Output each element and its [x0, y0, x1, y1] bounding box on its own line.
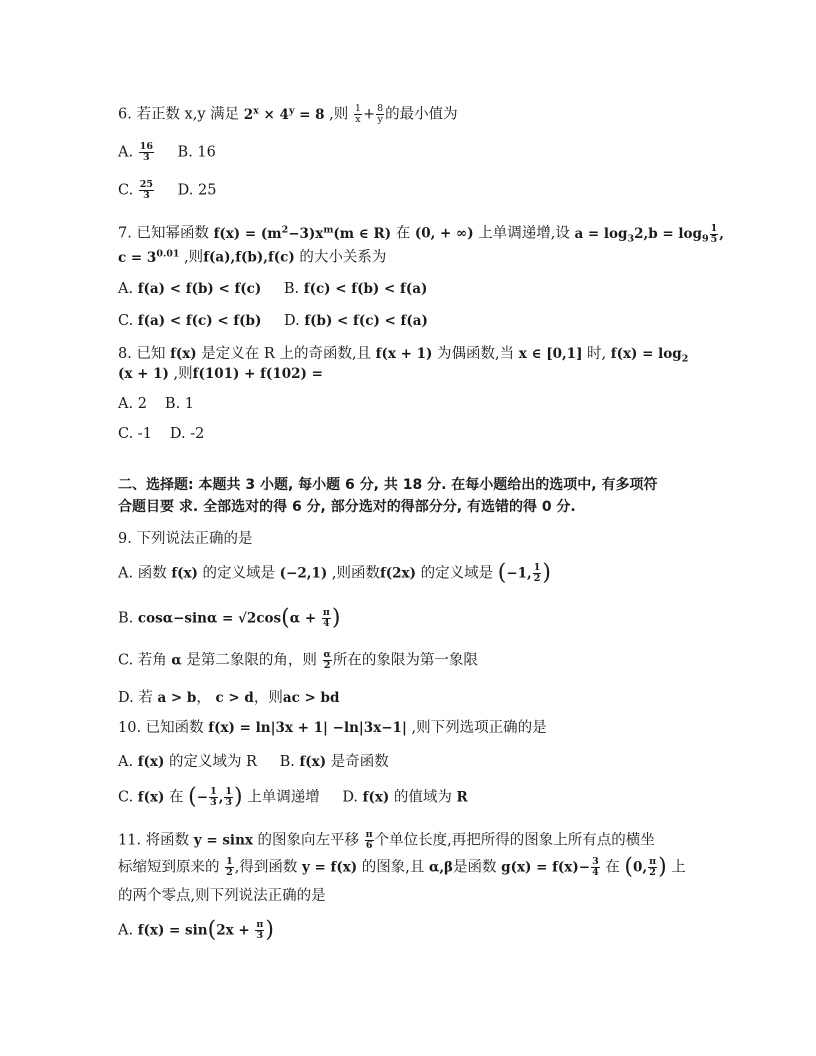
- question-11-stem-line2: 标缩短到原来的 $\frac{1}{2}$ ,得到函数 y = f(x) 的图象,且 α,β是函数 g(x) = f(x)− $\frac{3}{4}$ 在 (0, $\frac{\pi}{2}$ ) 上: [118, 854, 686, 880]
- q7-option-a: f(a) < f(b) < f(c): [137, 281, 262, 297]
- q8-option-d: D. -2: [169, 426, 205, 442]
- question-6-options-ab: [118, 142, 216, 163]
- section-2-heading: 二、选择题: 本题共 3 小题, 每小题 6 分, 共 18 分. 在每小题给出的选项中, 有多项符: [118, 477, 658, 493]
- q6-option-b: B. 16: [177, 144, 216, 161]
- q7-option-b: f(c) < f(b) < f(a): [303, 281, 428, 297]
- question-6-stem: 6. 若正数 x,y 满足 $2^x \times 4^y = 8$ ,则 $\frac{1}{x}$ + $\frac{8}{y}$ 的最小值为: [118, 103, 458, 125]
- q9-option-c: C. 若角 α 是第二象限的角，则 $\frac{\alpha}{2}$ 所在的象限为第一象限: [118, 649, 478, 671]
- q8-sum: f(101) + f(102) =: [192, 366, 323, 382]
- q6-option-c-value: $\frac{25}{3}$: [139, 179, 154, 201]
- q6-option-a: A.: [118, 144, 134, 161]
- q8-option-b: B. 1: [164, 396, 195, 412]
- q8-option-c: C. -1: [118, 426, 152, 442]
- question-7-options-ab: A. f(a) < f(b) < f(c) B. f(c) < f(b) < f(a): [118, 281, 428, 297]
- q6-option-a-value: $\frac{16}{3}$: [139, 141, 153, 163]
- q7-definitions: $a = \log_32,b = \log_9$ $\frac{1}{5}$ ,: [574, 222, 724, 245]
- q7-interval: (0, + ∞): [414, 225, 474, 242]
- question-10-options-ab: A. f(x) 的定义域为 R B. f(x) 是奇函数: [118, 754, 389, 770]
- q6-fraction-2: $\frac{8}{y}$: [377, 103, 384, 125]
- q9-option-a: A. 函数 f(x) 的定义域是 (−2,1) ,则函数f(2x) 的定义域是 (−1, $\frac{1}{2}$ ): [118, 560, 551, 586]
- question-8-options-ab: [118, 394, 194, 414]
- q10-function: f(x) = ln|3x + 1| −ln|3x−1|: [208, 720, 407, 736]
- section-2-heading-line2: 合题目要 求. 全部选对的得 6 分, 部分选对的得部分分, 有选错的得 0 分.: [118, 499, 576, 515]
- question-6-options-cd: [118, 180, 216, 201]
- question-7-stem-line2: $c = 3^{0.01}$ ,则f(a),f(b),f(c) 的大小关系为: [118, 248, 387, 266]
- q6-text: 6. 若正数 x,y 满足: [118, 106, 240, 123]
- q9-option-d: D. 若 a > b， c > d，则ac > bd: [118, 690, 340, 706]
- question-8-stem-line2: (x + 1) ,则f(101) + f(102) =: [118, 366, 323, 382]
- q7-power-function: $f(x) = (m^2-3)x^m(m$ ∈ R): [213, 224, 392, 242]
- q10-option-b: 是奇函数: [326, 754, 389, 770]
- q8-option-a: A. 2: [118, 396, 147, 412]
- question-7-stem: 7. 已知幂函数 $f(x) = (m^2-3)x^m(m$ ∈ R) 在 (0, + ∞) 上单调递增,设 $a = \log_32,b = \log_9$ $\frac{1}{5}$ ,: [118, 222, 724, 245]
- q9-option-b: B. cosα−sinα = √2cos(α + $\frac{\pi}{4}$ ): [118, 605, 341, 631]
- question-10-stem: 10. 已知函数 f(x) = ln|3x + 1| −ln|3x−1| ,则下列选项正确的是: [118, 720, 547, 736]
- question-7-options-cd: C. f(a) < f(c) < f(b) D. f(b) < f(c) < f(a): [118, 313, 428, 329]
- q10-option-d: 的值域为: [389, 789, 452, 806]
- question-9-stem: 9. 下列说法正确的是: [118, 531, 253, 547]
- q10-option-a: 的定义域为 R: [164, 754, 257, 770]
- q6-option-d: D. 25: [177, 182, 217, 199]
- q7-option-c: f(a) < f(c) < f(b): [137, 313, 262, 329]
- q10-option-c: 上单调递增: [242, 789, 320, 806]
- question-11-stem: 11. 将函数 y = sinx 的图象向左平移 $\frac{\pi}{6}$ 个单位长度,再把所得的图象上所有点的横坐: [118, 829, 655, 851]
- q11-option-a: A. f(x) = sin(2x + $\frac{\pi}{3}$ ): [118, 917, 274, 943]
- q7-option-d: f(b) < f(c) < f(a): [304, 313, 428, 329]
- question-8-options-cd: [118, 424, 204, 444]
- q7-c-def: $c = 3^{0.01}$: [118, 248, 180, 266]
- question-11-stem-line3: 的两个零点,则下列说法正确的是: [118, 888, 326, 904]
- q6-condition: $2^x \times 4^y = 8$: [243, 105, 325, 123]
- q6-fraction-1: $\frac{1}{x}$: [354, 103, 361, 125]
- question-10-options-cd: C. f(x) 在 (− $\frac{1}{3}$ , $\frac{1}{3}$ ) 上单调递增 D. f(x) 的值域为 R: [118, 784, 468, 810]
- q6-option-c: C.: [118, 182, 134, 199]
- question-8-stem: 8. 已知 f(x) 是定义在 R 上的奇函数,且 f(x + 1) 为偶函数,当 x ∈ [0,1] 时, $f(x) = \log_2$: [118, 346, 689, 365]
